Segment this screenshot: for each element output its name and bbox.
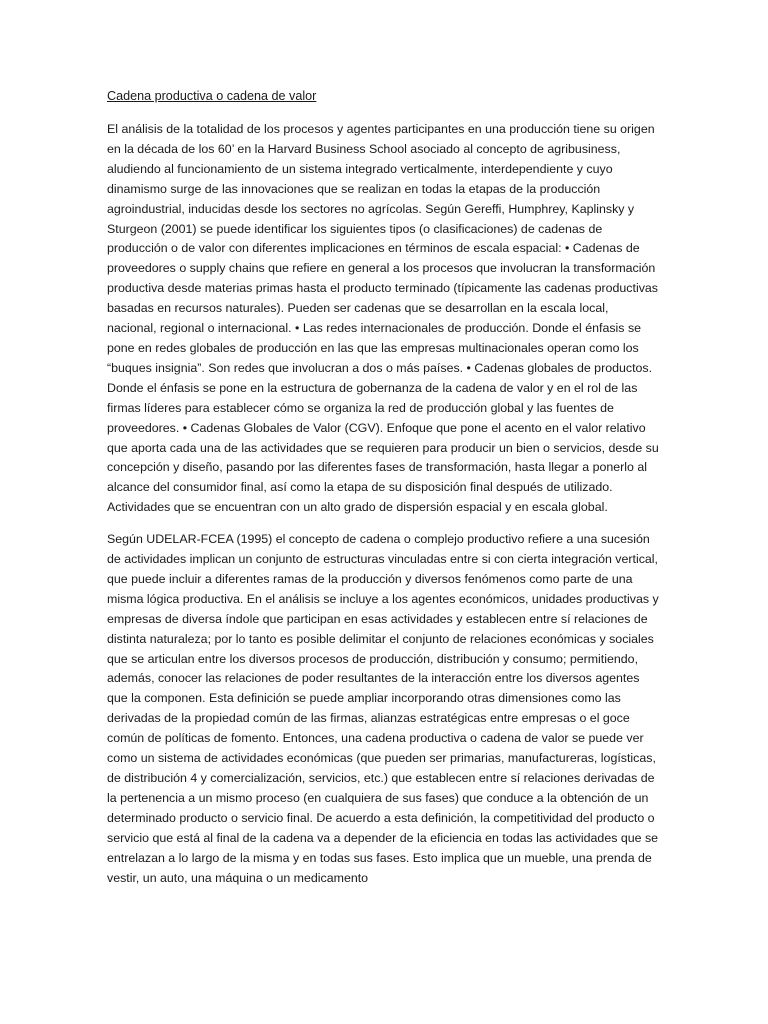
document-title: Cadena productiva o cadena de valor — [107, 89, 317, 103]
paragraph-2: Según UDELAR-FCEA (1995) el concepto de cadena o complejo productivo refiere a una sucesión de actividades implican un conjunto de estructuras vinculadas entre si con cierta integración vertical, que puede incluir a diferentes ramas de la producción y diversos fenómenos como parte de una misma lógica productiva. En el análisis se incluye a los agentes económicos, unidades productivas y empresas de diversa índole que participan en esas actividades y establecen entre sí relaciones de distinta naturaleza; por lo tanto es posible delimitar el conjunto de relaciones económicas y sociales que se articulan entre los diversos procesos de producción, distribución y consumo; permitiendo, además, conocer las relaciones de poder resultantes de la interacción entre los diversos agentes que la componen. Esta definición se puede ampliar incorporando otras dimensiones como las derivadas de la propiedad común de las firmas, alianzas estratégicas entre empresas o el goce común de políticas de fomento. Entonces, una cadena productiva o cadena de valor se puede ver como un sistema de actividades económicas (que pueden ser primarias, manufactureras, logísticas, de distribución 4 y comercialización, servicios, etc.) que establecen entre sí relaciones derivadas de la pertenencia a un mismo proceso (en cualquiera de sus fases) que conduce a la obtención de un determinado producto o servicio final. De acuerdo a esta definición, la competitividad del producto o servicio que está al final de la cadena va a depender de la eficiencia en todas las actividades que se entrelazan a lo largo de la misma y en todas sus fases. Esto implica que un mueble, una prenda de vestir, un auto, una máquina o un medicamento — [107, 532, 659, 885]
document-body — [107, 86, 660, 900]
paragraph-1: El análisis de la totalidad de los procesos y agentes participantes en una producción tiene su origen en la década de los 60’ en la Harvard Business School asociado al concepto de agribusiness, aludiendo al funcionamiento de un sistema integrado verticalmente, interdependiente y cuyo dinamismo surge de las innovaciones que se realizan en todas la etapas de la producción agroindustrial, inducidas desde los sectores no agrícolas. Según Gereffi, Humphrey, Kaplinsky y Sturgeon (2001) se puede identificar los siguientes tipos (o clasificaciones) de cadenas de producción o de valor con diferentes implicaciones en términos de escala espacial: • Cadenas de proveedores o supply chains que refiere en general a los procesos que involucran la transformación productiva desde materias primas hasta el producto terminado (típicamente las cadenas productivas basadas en recursos naturales). Pueden ser cadenas que se desarrollan en la escala local, nacional, regional o internacional. • Las redes internacionales de producción. Donde el énfasis se pone en redes globales de producción en las que las empresas multinacionales operan como los “buques insignia”. Son redes que involucran a dos o más países. • Cadenas globales de productos. Donde el énfasis se pone en la estructura de gobernanza de la cadena de valor y en el rol de las firmas líderes para establecer cómo se organiza la red de producción global y las fuentes de proveedores. • Cadenas Globales de Valor (CGV). Enfoque que pone el acento en el valor relativo que aporta cada una de las actividades que se requieren para producir un bien o servicios, desde su concepción y diseño, pasando por las diferentes fases de transformación, hasta llegar a ponerlo al alcance del consumidor final, así como la etapa de su disposición final después de utilizado. Actividades que se encuentran con un alto grado de dispersión espacial y en escala global. — [107, 122, 659, 515]
